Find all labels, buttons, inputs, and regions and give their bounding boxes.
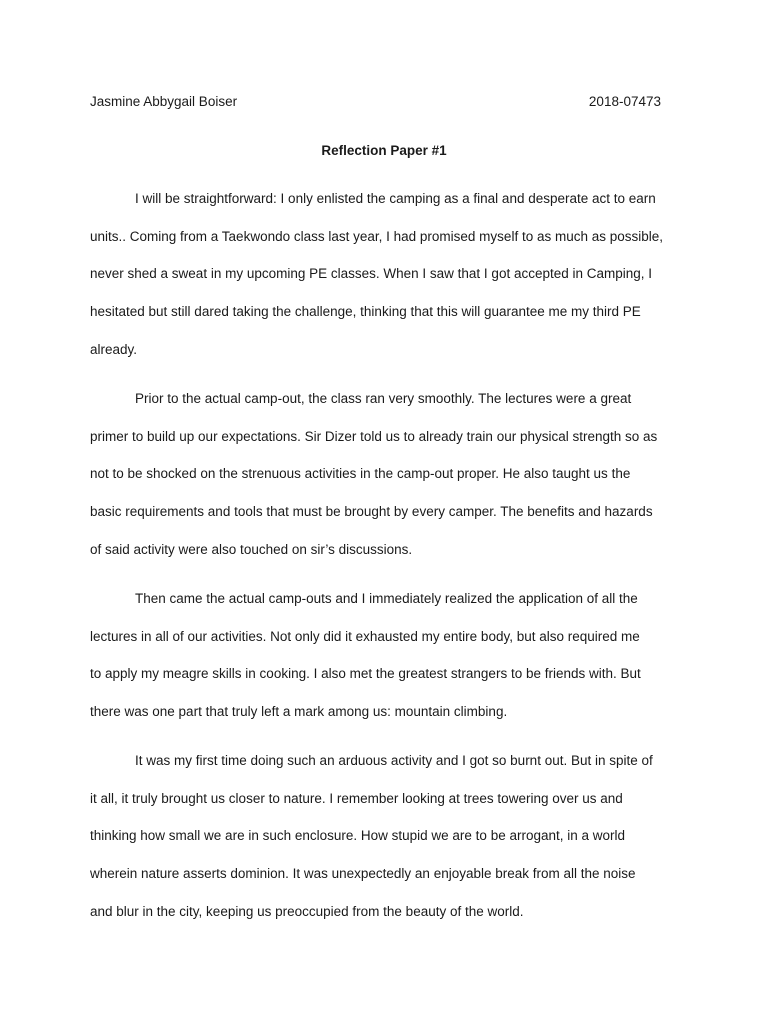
paragraph-line: already. bbox=[90, 341, 138, 357]
paragraph-line: I will be straightforward: I only enlisted the camping as a final and desperate act to earn bbox=[135, 191, 656, 206]
paragraph-line: units.. Coming from a Taekwondo class last year, I had promised myself to as much as possible, bbox=[90, 228, 664, 244]
paragraph-line: Prior to the actual camp-out, the class ran very smoothly. The lectures were a great bbox=[135, 391, 632, 406]
paragraph-line: wherein nature asserts dominion. It was unexpectedly an enjoyable break from all the noise bbox=[90, 866, 636, 882]
paragraph-line: not to be shocked on the strenuous activities in the camp-out proper. He also taught us the bbox=[90, 466, 631, 482]
paragraph-line: It was my first time doing such an arduous activity and I got so burnt out. But in spite of bbox=[135, 753, 653, 768]
paragraph-line: of said activity were also touched on sir’s discussions. bbox=[90, 541, 413, 557]
paragraph-3 bbox=[90, 591, 675, 742]
paragraph-line: it all, it truly brought us closer to nature. I remember looking at trees towering over us and bbox=[90, 790, 623, 806]
paragraph-line: there was one part that truly left a mark among us: mountain climbing. bbox=[90, 704, 508, 720]
paragraph-4 bbox=[90, 753, 675, 941]
page-title: Reflection Paper #1 bbox=[321, 143, 447, 158]
document-header bbox=[90, 94, 661, 114]
paragraph-line: Then came the actual camp-outs and I immediately realized the application of all the bbox=[135, 591, 638, 606]
paragraph-line: basic requirements and tools that must be brought by every camper. The benefits and hazards bbox=[90, 504, 653, 520]
paragraph-2 bbox=[90, 391, 675, 579]
paragraph-line: and blur in the city, keeping us preoccupied from the beauty of the world. bbox=[90, 903, 524, 919]
paragraph-line: hesitated but still dared taking the challenge, thinking that this will guarantee me my third PE bbox=[90, 304, 641, 320]
paragraph-line: never shed a sweat in my upcoming PE classes. When I saw that I got accepted in Camping, I bbox=[90, 266, 653, 282]
paragraph-1 bbox=[90, 191, 675, 379]
paragraph-line: primer to build up our expectations. Sir Dizer told us to already train our physical strength so as bbox=[90, 428, 658, 444]
paragraph-line: lectures in all of our activities. Not only did it exhausted my entire body, but also required me bbox=[90, 628, 640, 644]
paragraph-line: thinking how small we are in such enclosure. How stupid we are to be arrogant, in a world bbox=[90, 828, 626, 844]
student-id: 2018-07473 bbox=[588, 94, 661, 109]
author-name: Jasmine Abbygail Boiser bbox=[90, 94, 238, 109]
paragraph-line: to apply my meagre skills in cooking. I also met the greatest strangers to be friends with. But bbox=[90, 666, 641, 682]
